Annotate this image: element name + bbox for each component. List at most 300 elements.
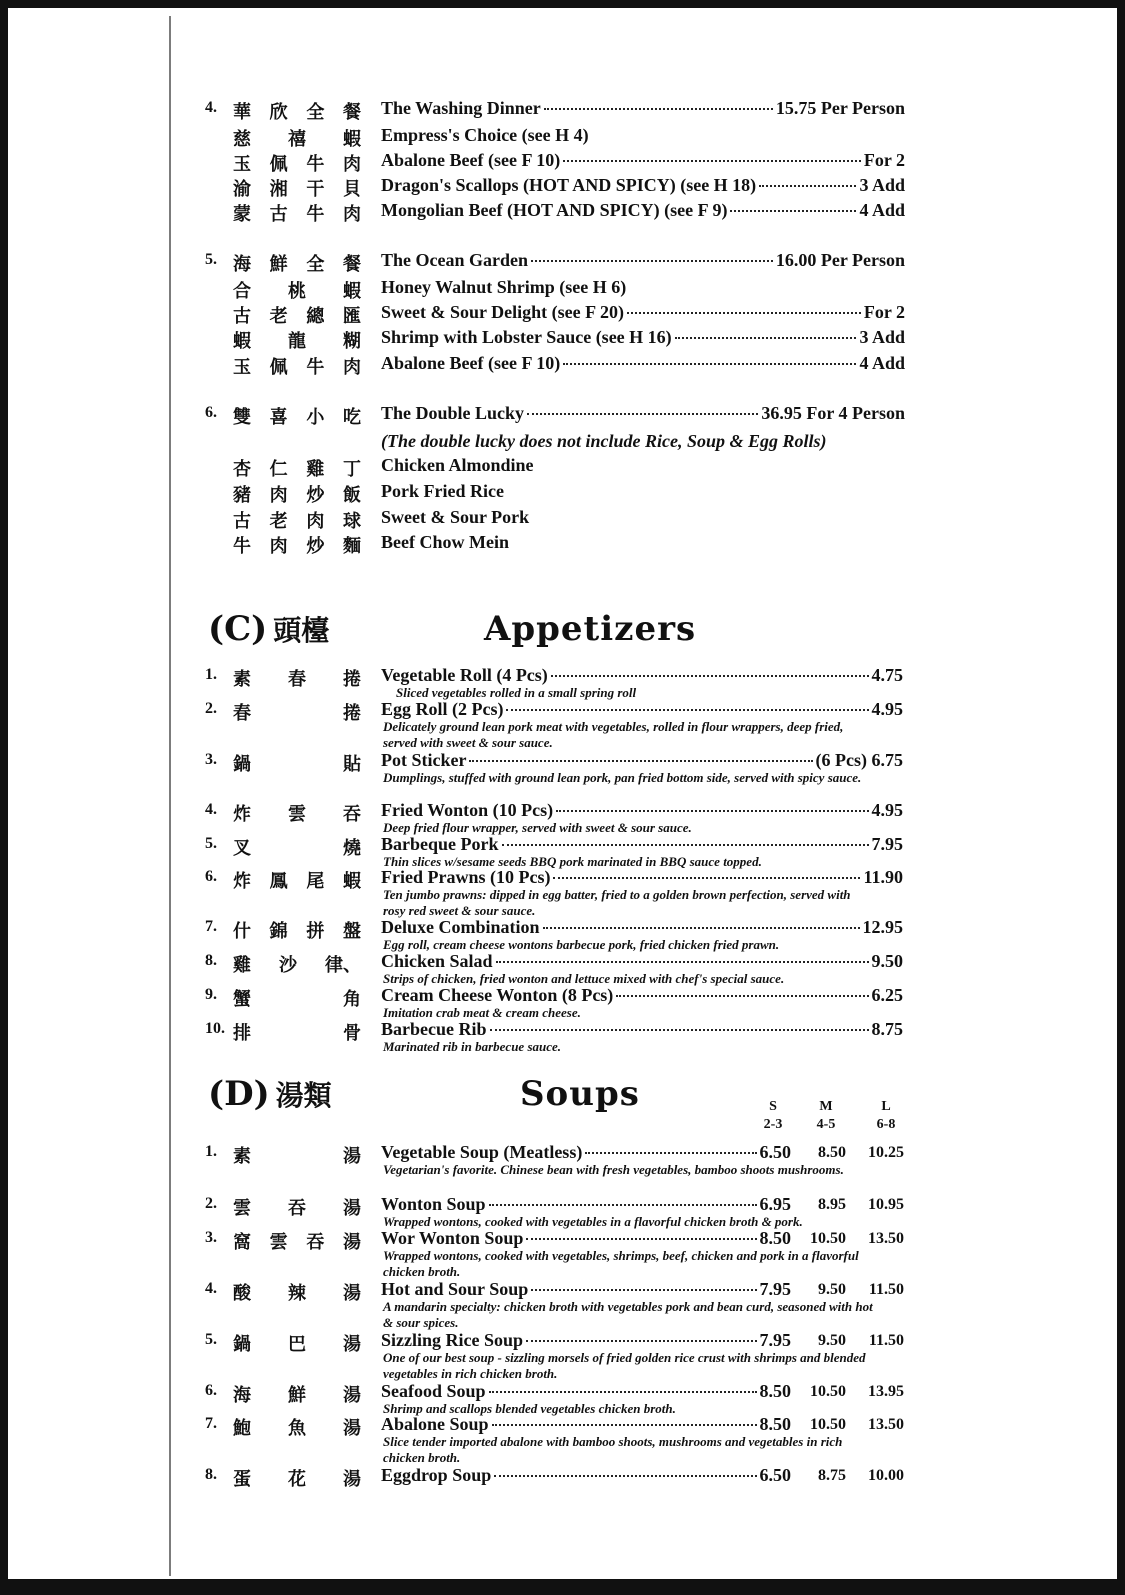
- chinese-char: 仁: [269, 459, 288, 480]
- item-name: Fried Wonton (10 Pcs): [381, 800, 554, 820]
- item-description: Wrapped wontons, cooked with vegetables, shrimps, beef, chicken and pork in a flavorful chicken broth.: [383, 1248, 859, 1279]
- chinese-char: 蛋: [233, 1469, 251, 1490]
- chinese-char: 炸: [233, 804, 251, 825]
- combo-header: [8, 401, 1117, 431]
- chinese-char: 蝦: [343, 129, 361, 150]
- combo-number: 6.: [205, 404, 217, 421]
- item-description: Strips of chicken, fried wonton and lettuce mixed with chef's special sauce.: [383, 971, 785, 986]
- chinese-char: 蝦: [233, 331, 251, 352]
- chinese-char: 飯: [342, 485, 361, 506]
- chinese-char: 餐: [342, 254, 361, 275]
- item-line: [381, 1228, 791, 1249]
- combo-note: (The double lucky does not include Rice, Soup & Egg Rolls): [381, 431, 827, 451]
- chinese-char: 湯: [343, 1146, 361, 1167]
- section-chinese: 湯類: [275, 1079, 332, 1112]
- item-number: 6.: [205, 1382, 217, 1399]
- chinese-char: 燒: [343, 838, 361, 859]
- item-description: Thin slices w/sesame seeds BBQ pork marinated in BBQ sauce topped.: [383, 854, 762, 869]
- item-name: Barbeque Pork: [381, 834, 499, 854]
- chinese-name: [233, 917, 361, 943]
- chinese-char: 豬: [233, 485, 251, 506]
- chinese-char: 沙: [279, 955, 297, 976]
- chinese-name: [233, 455, 361, 481]
- chinese-char: 玉: [233, 357, 251, 378]
- chinese-char: 海: [233, 1385, 251, 1406]
- item-price: 9.50: [871, 951, 903, 971]
- item-description: One of our best soup - sizzling morsels of fried golden rice crust with shrimps and blended vegetables in rich chicken broth.: [383, 1350, 866, 1381]
- chinese-char: 佩: [269, 357, 288, 378]
- price-large: 10.00: [868, 1467, 904, 1484]
- chinese-char: 辣: [288, 1283, 306, 1304]
- item-name: Shrimp with Lobster Sauce (see H 16): [381, 327, 672, 347]
- item-line: [381, 867, 903, 888]
- item-line: [381, 951, 903, 972]
- chinese-name: [233, 1330, 361, 1356]
- item-description: Dumplings, stuffed with ground lean pork, pan fried bottom side, served with spicy sauce.: [383, 770, 862, 785]
- item-price: (6 Pcs) 6.75: [815, 750, 903, 770]
- chinese-char: 球: [342, 511, 361, 532]
- item-price: 3 Add: [859, 327, 905, 347]
- combo-item: [8, 198, 1117, 228]
- item-number: 8.: [205, 1466, 217, 1483]
- chinese-char: 素: [233, 1146, 251, 1167]
- price-large: 13.95: [868, 1383, 904, 1400]
- chinese-char: 素: [233, 669, 251, 690]
- item-line: [381, 1019, 903, 1040]
- chinese-name: [233, 403, 361, 429]
- chinese-char: 牛: [306, 357, 325, 378]
- chinese-char: 角: [343, 989, 361, 1010]
- leader-dots: [543, 927, 860, 929]
- chinese-name: [233, 353, 361, 379]
- chinese-char: 全: [306, 102, 325, 123]
- item-price: 6.95: [759, 1194, 791, 1214]
- chinese-char: 牛: [233, 536, 251, 557]
- item-line: [381, 327, 905, 348]
- chinese-char: 肉: [342, 357, 361, 378]
- item-price: 8.50: [759, 1381, 791, 1401]
- item-number: 5.: [205, 1331, 217, 1348]
- section-label: [208, 1074, 332, 1114]
- chinese-char: 炒: [306, 536, 325, 557]
- item-name: Abalone Beef (see F 10): [381, 150, 561, 170]
- item-line: [381, 699, 903, 720]
- chinese-char: 干: [306, 179, 325, 200]
- size-header: L: [881, 1099, 891, 1114]
- chinese-char: 喜: [269, 407, 288, 428]
- chinese-char: 鍋: [233, 754, 251, 775]
- chinese-char: 餐: [342, 102, 361, 123]
- item-price: 36.95 For 4 Person: [761, 403, 905, 423]
- item-line: [381, 481, 881, 502]
- leader-dots: [553, 877, 860, 879]
- chinese-char: 渝: [233, 179, 251, 200]
- chinese-char: 吞: [306, 1232, 325, 1253]
- chinese-name: [233, 867, 361, 893]
- chinese-char: 雞: [233, 955, 251, 976]
- chinese-char: 捲: [343, 669, 361, 690]
- item-name: The Washing Dinner: [381, 98, 541, 118]
- item-price: 4.75: [871, 665, 903, 685]
- leader-dots: [502, 844, 869, 846]
- item-price: 4 Add: [859, 353, 905, 373]
- chinese-name: [233, 327, 361, 353]
- combo-header: [8, 248, 1117, 278]
- combo-item: [8, 351, 1117, 381]
- item-name: Abalone Soup: [381, 1414, 489, 1434]
- leader-dots: [526, 1238, 756, 1240]
- item-line: [381, 200, 905, 221]
- price-large: 10.25: [868, 1144, 904, 1161]
- chinese-name: [233, 1019, 361, 1045]
- price-medium: 10.50: [810, 1416, 846, 1433]
- chinese-char: 鮑: [233, 1418, 251, 1439]
- item-name: Barbecue Rib: [381, 1019, 487, 1039]
- item-description: Delicately ground lean pork meat with vegetables, rolled in flour wrappers, deep fried, served with sweet & sour sauce.: [383, 719, 844, 750]
- item-number: 3.: [205, 751, 217, 768]
- leader-dots: [531, 1289, 756, 1291]
- chinese-char: 肉: [306, 511, 325, 532]
- chinese-char: 春: [233, 703, 251, 724]
- chinese-name: [233, 1228, 361, 1254]
- item-price: 12.95: [862, 917, 903, 937]
- leader-dots: [616, 995, 868, 997]
- item-number: 9.: [205, 986, 217, 1003]
- item-name: The Ocean Garden: [381, 250, 528, 270]
- item-number: 4.: [205, 801, 217, 818]
- item-description: Slice tender imported abalone with bamboo shoots, mushrooms and vegetables in rich chicken broth.: [383, 1434, 843, 1465]
- item-line: [381, 834, 903, 855]
- item-price: 11.90: [863, 867, 903, 887]
- item-number: 8.: [205, 952, 217, 969]
- size-serves: 2-3: [763, 1117, 783, 1132]
- price-large: 10.95: [868, 1196, 904, 1213]
- chinese-char: 炒: [306, 485, 325, 506]
- item-price: 4.95: [871, 699, 903, 719]
- price-medium: 9.50: [818, 1332, 846, 1349]
- leader-dots: [759, 185, 856, 187]
- chinese-char: 魚: [288, 1418, 306, 1439]
- item-line: [381, 150, 905, 171]
- leader-dots: [527, 413, 758, 415]
- leader-dots: [551, 675, 869, 677]
- chinese-char: 湯: [343, 1283, 361, 1304]
- chinese-char: 湯: [343, 1418, 361, 1439]
- leader-dots: [492, 1424, 757, 1426]
- chinese-name: [233, 951, 361, 977]
- price-medium: 9.50: [818, 1281, 846, 1298]
- item-line: [381, 125, 881, 146]
- chinese-char: 海: [233, 254, 251, 275]
- chinese-name: [233, 699, 361, 725]
- chinese-name: [233, 1381, 361, 1407]
- item-line: [381, 1465, 791, 1486]
- chinese-char: 玉: [233, 154, 251, 175]
- leader-dots: [627, 312, 861, 314]
- chinese-char: 杏: [233, 459, 251, 480]
- section-title: Soups: [520, 1074, 640, 1114]
- chinese-name: [233, 834, 361, 860]
- item-name: Seafood Soup: [381, 1381, 486, 1401]
- leader-dots: [556, 810, 868, 812]
- item-name: The Double Lucky: [381, 403, 525, 423]
- item-line: [381, 250, 905, 271]
- leader-dots: [496, 961, 869, 963]
- item-description: Ten jumbo prawns: dipped in egg batter, fried to a golden brown perfection, served with rosy red sweet & sour sauce.: [383, 887, 851, 918]
- item-name: Deluxe Combination: [381, 917, 540, 937]
- item-line: [381, 1381, 791, 1402]
- item-line: [381, 175, 905, 196]
- item-description: Sliced vegetables rolled in a small spring roll: [396, 685, 637, 700]
- chinese-char: 雞: [306, 459, 325, 480]
- leader-dots: [490, 1029, 869, 1031]
- item-number: 2.: [205, 1195, 217, 1212]
- item-name: Honey Walnut Shrimp (see H 6): [381, 277, 627, 297]
- item-name: Fried Prawns (10 Pcs): [381, 867, 551, 887]
- item-name: Empress's Choice (see H 4): [381, 125, 589, 145]
- chinese-name: [233, 1414, 361, 1440]
- leader-dots: [544, 108, 773, 110]
- chinese-char: 捲: [343, 703, 361, 724]
- leader-dots: [675, 337, 857, 339]
- price-large: 13.50: [868, 1416, 904, 1433]
- section-label: [208, 609, 329, 649]
- chinese-name: [233, 665, 361, 691]
- item-line: [381, 985, 903, 1006]
- chinese-char: 花: [288, 1469, 306, 1490]
- combo-header: [8, 96, 1117, 126]
- chinese-char: 古: [233, 306, 251, 327]
- chinese-char: 貝: [342, 179, 361, 200]
- price-medium: 8.50: [818, 1144, 846, 1161]
- item-name: Chicken Almondine: [381, 455, 534, 475]
- item-price: 4 Add: [859, 200, 905, 220]
- chinese-char: 蒙: [233, 204, 251, 225]
- item-line: [381, 1194, 791, 1215]
- item-price: 6.50: [759, 1142, 791, 1162]
- chinese-char: 律、: [325, 955, 361, 976]
- item-name: Vegetable Soup (Meatless): [381, 1142, 583, 1162]
- item-name: Chicken Salad: [381, 951, 493, 971]
- chinese-char: 窩: [233, 1232, 251, 1253]
- chinese-char: 老: [269, 306, 288, 327]
- item-price: 6.50: [759, 1465, 791, 1485]
- item-line: [381, 1279, 791, 1300]
- price-large: 11.50: [868, 1332, 904, 1349]
- item-name: Pork Fried Rice: [381, 481, 504, 501]
- item-line: [381, 532, 881, 553]
- item-line: [381, 750, 903, 771]
- chinese-char: 欣: [269, 102, 288, 123]
- chinese-char: 桃: [288, 281, 306, 302]
- item-name: Eggdrop Soup: [381, 1465, 492, 1485]
- item-number: 6.: [205, 868, 217, 885]
- chinese-name: [233, 800, 361, 826]
- item-name: Beef Chow Mein: [381, 532, 509, 552]
- chinese-char: 古: [233, 511, 251, 532]
- chinese-char: 蟹: [233, 989, 251, 1010]
- item-number: 1.: [205, 666, 217, 683]
- chinese-char: 麵: [342, 536, 361, 557]
- leader-dots: [585, 1152, 756, 1154]
- item-number: 3.: [205, 1229, 217, 1246]
- item-line: [381, 302, 905, 323]
- item-description: Egg roll, cream cheese wontons barbecue pork, fried chicken fried prawn.: [383, 937, 780, 952]
- chinese-char: 湯: [342, 1232, 361, 1253]
- chinese-name: [233, 750, 361, 776]
- chinese-name: [233, 1279, 361, 1305]
- item-price: 8.75: [871, 1019, 903, 1039]
- item-line: [381, 917, 903, 938]
- chinese-char: 吞: [343, 804, 361, 825]
- item-line: [381, 800, 903, 821]
- chinese-char: 湘: [269, 179, 288, 200]
- leader-dots: [494, 1475, 756, 1477]
- soup-item: [8, 1463, 1117, 1493]
- item-description: Imitation crab meat & cream cheese.: [383, 1005, 581, 1020]
- chinese-char: 合: [233, 281, 251, 302]
- chinese-char: 吞: [288, 1198, 306, 1219]
- chinese-char: 骨: [343, 1023, 361, 1044]
- chinese-name: [233, 200, 361, 226]
- size-header: S: [769, 1099, 777, 1114]
- item-number: 5.: [205, 835, 217, 852]
- chinese-char: 匯: [342, 306, 361, 327]
- chinese-char: 春: [288, 669, 306, 690]
- chinese-name: [233, 98, 361, 124]
- item-price: For 2: [863, 150, 905, 170]
- item-name: Sizzling Rice Soup: [381, 1330, 524, 1350]
- chinese-char: 鍋: [233, 1334, 251, 1355]
- item-price: 7.95: [759, 1279, 791, 1299]
- chinese-name: [233, 532, 361, 558]
- item-line: [381, 1330, 791, 1351]
- chinese-char: 肉: [269, 536, 288, 557]
- chinese-name: [233, 1194, 361, 1220]
- chinese-char: 老: [269, 511, 288, 532]
- item-line: [381, 353, 905, 374]
- chinese-char: 雲: [269, 1232, 288, 1253]
- item-name: Mongolian Beef (HOT AND SPICY) (see F 9): [381, 200, 728, 220]
- chinese-char: 鮮: [288, 1385, 306, 1406]
- chinese-char: 酸: [233, 1283, 251, 1304]
- section-chinese: 頭檯: [273, 614, 330, 647]
- chinese-char: 全: [306, 254, 325, 275]
- price-large: 11.50: [868, 1281, 904, 1298]
- size-serves: 6-8: [876, 1117, 896, 1132]
- chinese-char: 雲: [288, 804, 306, 825]
- chinese-char: 貼: [343, 754, 361, 775]
- chinese-name: [233, 985, 361, 1011]
- item-line: [381, 665, 903, 686]
- chinese-char: 小: [306, 407, 325, 428]
- item-description: Marinated rib in barbecue sauce.: [383, 1039, 562, 1054]
- chinese-char: 鮮: [269, 254, 288, 275]
- chinese-char: 龍: [288, 331, 306, 352]
- leader-dots: [506, 709, 868, 711]
- price-medium: 8.75: [818, 1467, 846, 1484]
- chinese-char: 什: [233, 921, 251, 942]
- chinese-char: 排: [233, 1023, 251, 1044]
- item-price: For 2: [863, 302, 905, 322]
- item-name: Abalone Beef (see F 10): [381, 353, 561, 373]
- item-line: [381, 277, 881, 298]
- chinese-char: 盤: [342, 921, 361, 942]
- item-price: 16.00 Per Person: [775, 250, 905, 270]
- item-name: Cream Cheese Wonton (8 Pcs): [381, 985, 614, 1005]
- item-description: Vegetarian's favorite. Chinese bean with fresh vegetables, bamboo shoots mushrooms.: [383, 1162, 844, 1177]
- item-price: 8.50: [759, 1414, 791, 1434]
- item-description: A mandarin specialty: chicken broth with vegetables pork and bean curd, seasoned with hot & sour spices.: [383, 1299, 873, 1330]
- price-medium: 10.50: [810, 1383, 846, 1400]
- price-medium: 10.50: [810, 1230, 846, 1247]
- chinese-char: 湯: [343, 1198, 361, 1219]
- leader-dots: [469, 760, 812, 762]
- item-line: [381, 98, 905, 119]
- item-name: Wonton Soup: [381, 1194, 486, 1214]
- item-number: 1.: [205, 1143, 217, 1160]
- chinese-char: 古: [269, 204, 288, 225]
- item-line: [381, 403, 905, 424]
- item-price: 7.95: [759, 1330, 791, 1350]
- item-description: Deep fried flour wrapper, served with sweet & sour sauce.: [383, 820, 692, 835]
- section-letter: (C): [208, 609, 268, 649]
- section-letter: (D): [208, 1074, 270, 1114]
- item-description: Shrimp and scallops blended vegetables chicken broth.: [383, 1401, 676, 1416]
- section-title: Appetizers: [484, 609, 697, 649]
- chinese-char: 佩: [269, 154, 288, 175]
- item-line: [381, 507, 881, 528]
- chinese-char: 湯: [343, 1385, 361, 1406]
- leader-dots: [531, 260, 773, 262]
- price-medium: 8.95: [818, 1196, 846, 1213]
- chinese-name: [233, 250, 361, 276]
- chinese-char: 華: [233, 102, 251, 123]
- item-number: 7.: [205, 1415, 217, 1432]
- chinese-char: 尾: [306, 871, 325, 892]
- item-line: [381, 455, 881, 476]
- item-name: Sweet & Sour Delight (see F 20): [381, 302, 624, 322]
- chinese-char: 叉: [233, 838, 251, 859]
- chinese-char: 肉: [342, 204, 361, 225]
- chinese-char: 糊: [343, 331, 361, 352]
- item-price: 15.75 Per Person: [775, 98, 905, 118]
- item-number: 10.: [205, 1020, 225, 1037]
- chinese-char: 蝦: [342, 871, 361, 892]
- chinese-char: 拼: [306, 921, 325, 942]
- leader-dots: [563, 363, 856, 365]
- chinese-char: 慈: [233, 129, 251, 150]
- item-price: 7.95: [871, 834, 903, 854]
- chinese-char: 錦: [269, 921, 288, 942]
- chinese-char: 鳳: [269, 871, 288, 892]
- combo-number: 5.: [205, 251, 217, 268]
- size-header: M: [819, 1099, 833, 1114]
- combo-item: [8, 530, 1117, 560]
- item-name: Vegetable Roll (4 Pcs): [381, 665, 548, 685]
- menu-page: [8, 8, 1117, 1579]
- chinese-char: 湯: [343, 1469, 361, 1490]
- item-price: 8.50: [759, 1228, 791, 1248]
- chinese-char: 肉: [269, 485, 288, 506]
- chinese-char: 牛: [306, 154, 325, 175]
- chinese-char: 肉: [342, 154, 361, 175]
- item-name: Sweet & Sour Pork: [381, 507, 530, 527]
- chinese-char: 雲: [233, 1198, 251, 1219]
- item-number: 2.: [205, 700, 217, 717]
- chinese-char: 炸: [233, 871, 251, 892]
- item-line: [381, 1142, 791, 1163]
